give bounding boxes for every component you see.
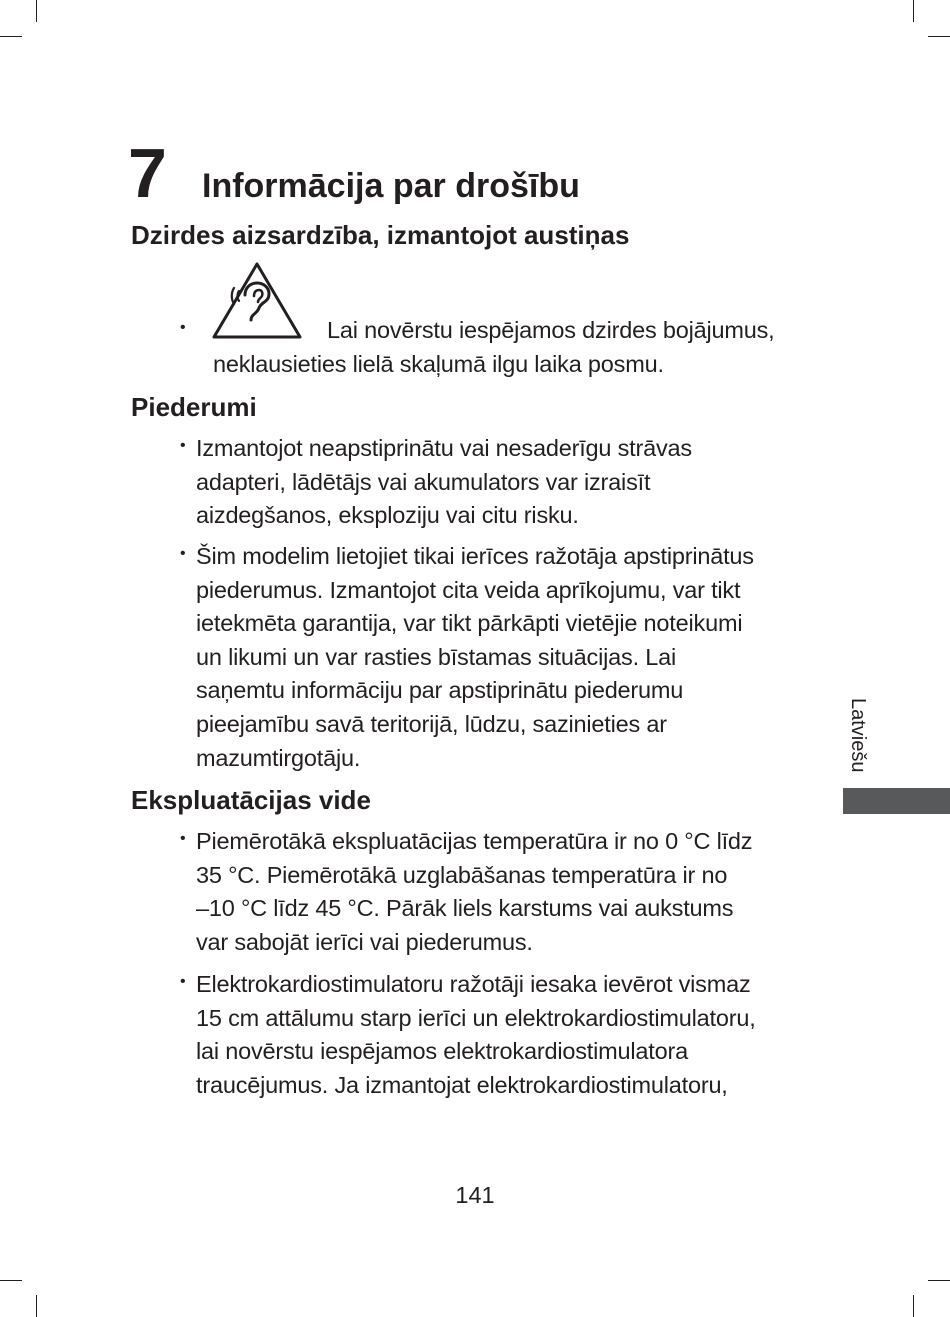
crop-mark bbox=[0, 1280, 22, 1281]
bullet: • bbox=[180, 437, 186, 454]
crop-mark bbox=[36, 1295, 37, 1317]
section-heading-hearing: Dzirdes aizsardzība, izmantojot austiņas bbox=[131, 220, 630, 250]
environment-paragraph-2: Elektrokardiostimulatoru ražotāji iesaka ievērot vismaz 15 cm attālumu starp ierīci un elektrokardiostimulatoru, lai novērstu iespējamos elektrokardiostimulatora traucējumus. Ja izmantojat elektrokardiostimulatoru, bbox=[196, 971, 756, 1098]
bullet: • bbox=[180, 973, 186, 990]
hearing-warning-text: Lai novērstu iespējamos dzirdes bojājumus, bbox=[327, 317, 775, 343]
crop-mark bbox=[0, 36, 22, 37]
chapter-title: Informācija par drošību bbox=[202, 167, 580, 205]
bullet: • bbox=[180, 545, 186, 562]
section-heading-environment: Ekspluatācijas vide bbox=[131, 785, 371, 815]
hearing-warning-text: neklausieties lielā skaļumā ilgu laika posmu. bbox=[213, 351, 664, 377]
crop-mark bbox=[36, 0, 37, 22]
accessories-paragraph-1: Izmantojot neapstiprinātu vai nesaderīgu strāvas adapteri, lādētājs vai akumulators var izraisīt aizdegšanos, eksploziju vai citu risku. bbox=[196, 435, 692, 529]
crop-mark bbox=[928, 1280, 950, 1281]
language-tab-bar bbox=[843, 788, 950, 814]
environment-paragraph-1: Piemērotākā ekspluatācijas temperatūra ir no 0 °C līdz 35 °C. Piemērotākā uzglabāšanas temperatūra ir no –10 °C līdz 45 °C. Pārāk liels karstums vai aukstums var sabojāt ierīci vai piederumus. bbox=[196, 828, 753, 955]
accessories-paragraph-2: Šim modelim lietojiet tikai ierīces ražotāja apstiprinātus piederumus. Izmantojot cita veida aprīkojumu, var tikt ietekmēta garantija, var tikt pārkāpti vietējie noteikumi un likumi un var rasties bīstamas situācijas. Lai saņemtu informāciju par apstiprinātu piederumu pieejamību savā teritorijā, lūdzu, sazinieties ar mazumtirgotāju. bbox=[196, 543, 754, 771]
section-heading-accessories: Piederumi bbox=[131, 392, 257, 422]
chapter-number: 7 bbox=[128, 134, 165, 212]
crop-mark bbox=[928, 36, 950, 37]
page-number: 141 bbox=[455, 1182, 495, 1208]
bullet: • bbox=[180, 319, 186, 336]
crop-mark bbox=[913, 0, 914, 22]
bullet: • bbox=[180, 830, 186, 847]
language-tab-label: Latviešu bbox=[847, 698, 869, 773]
hearing-warning-icon bbox=[211, 260, 303, 340]
crop-mark bbox=[913, 1295, 914, 1317]
